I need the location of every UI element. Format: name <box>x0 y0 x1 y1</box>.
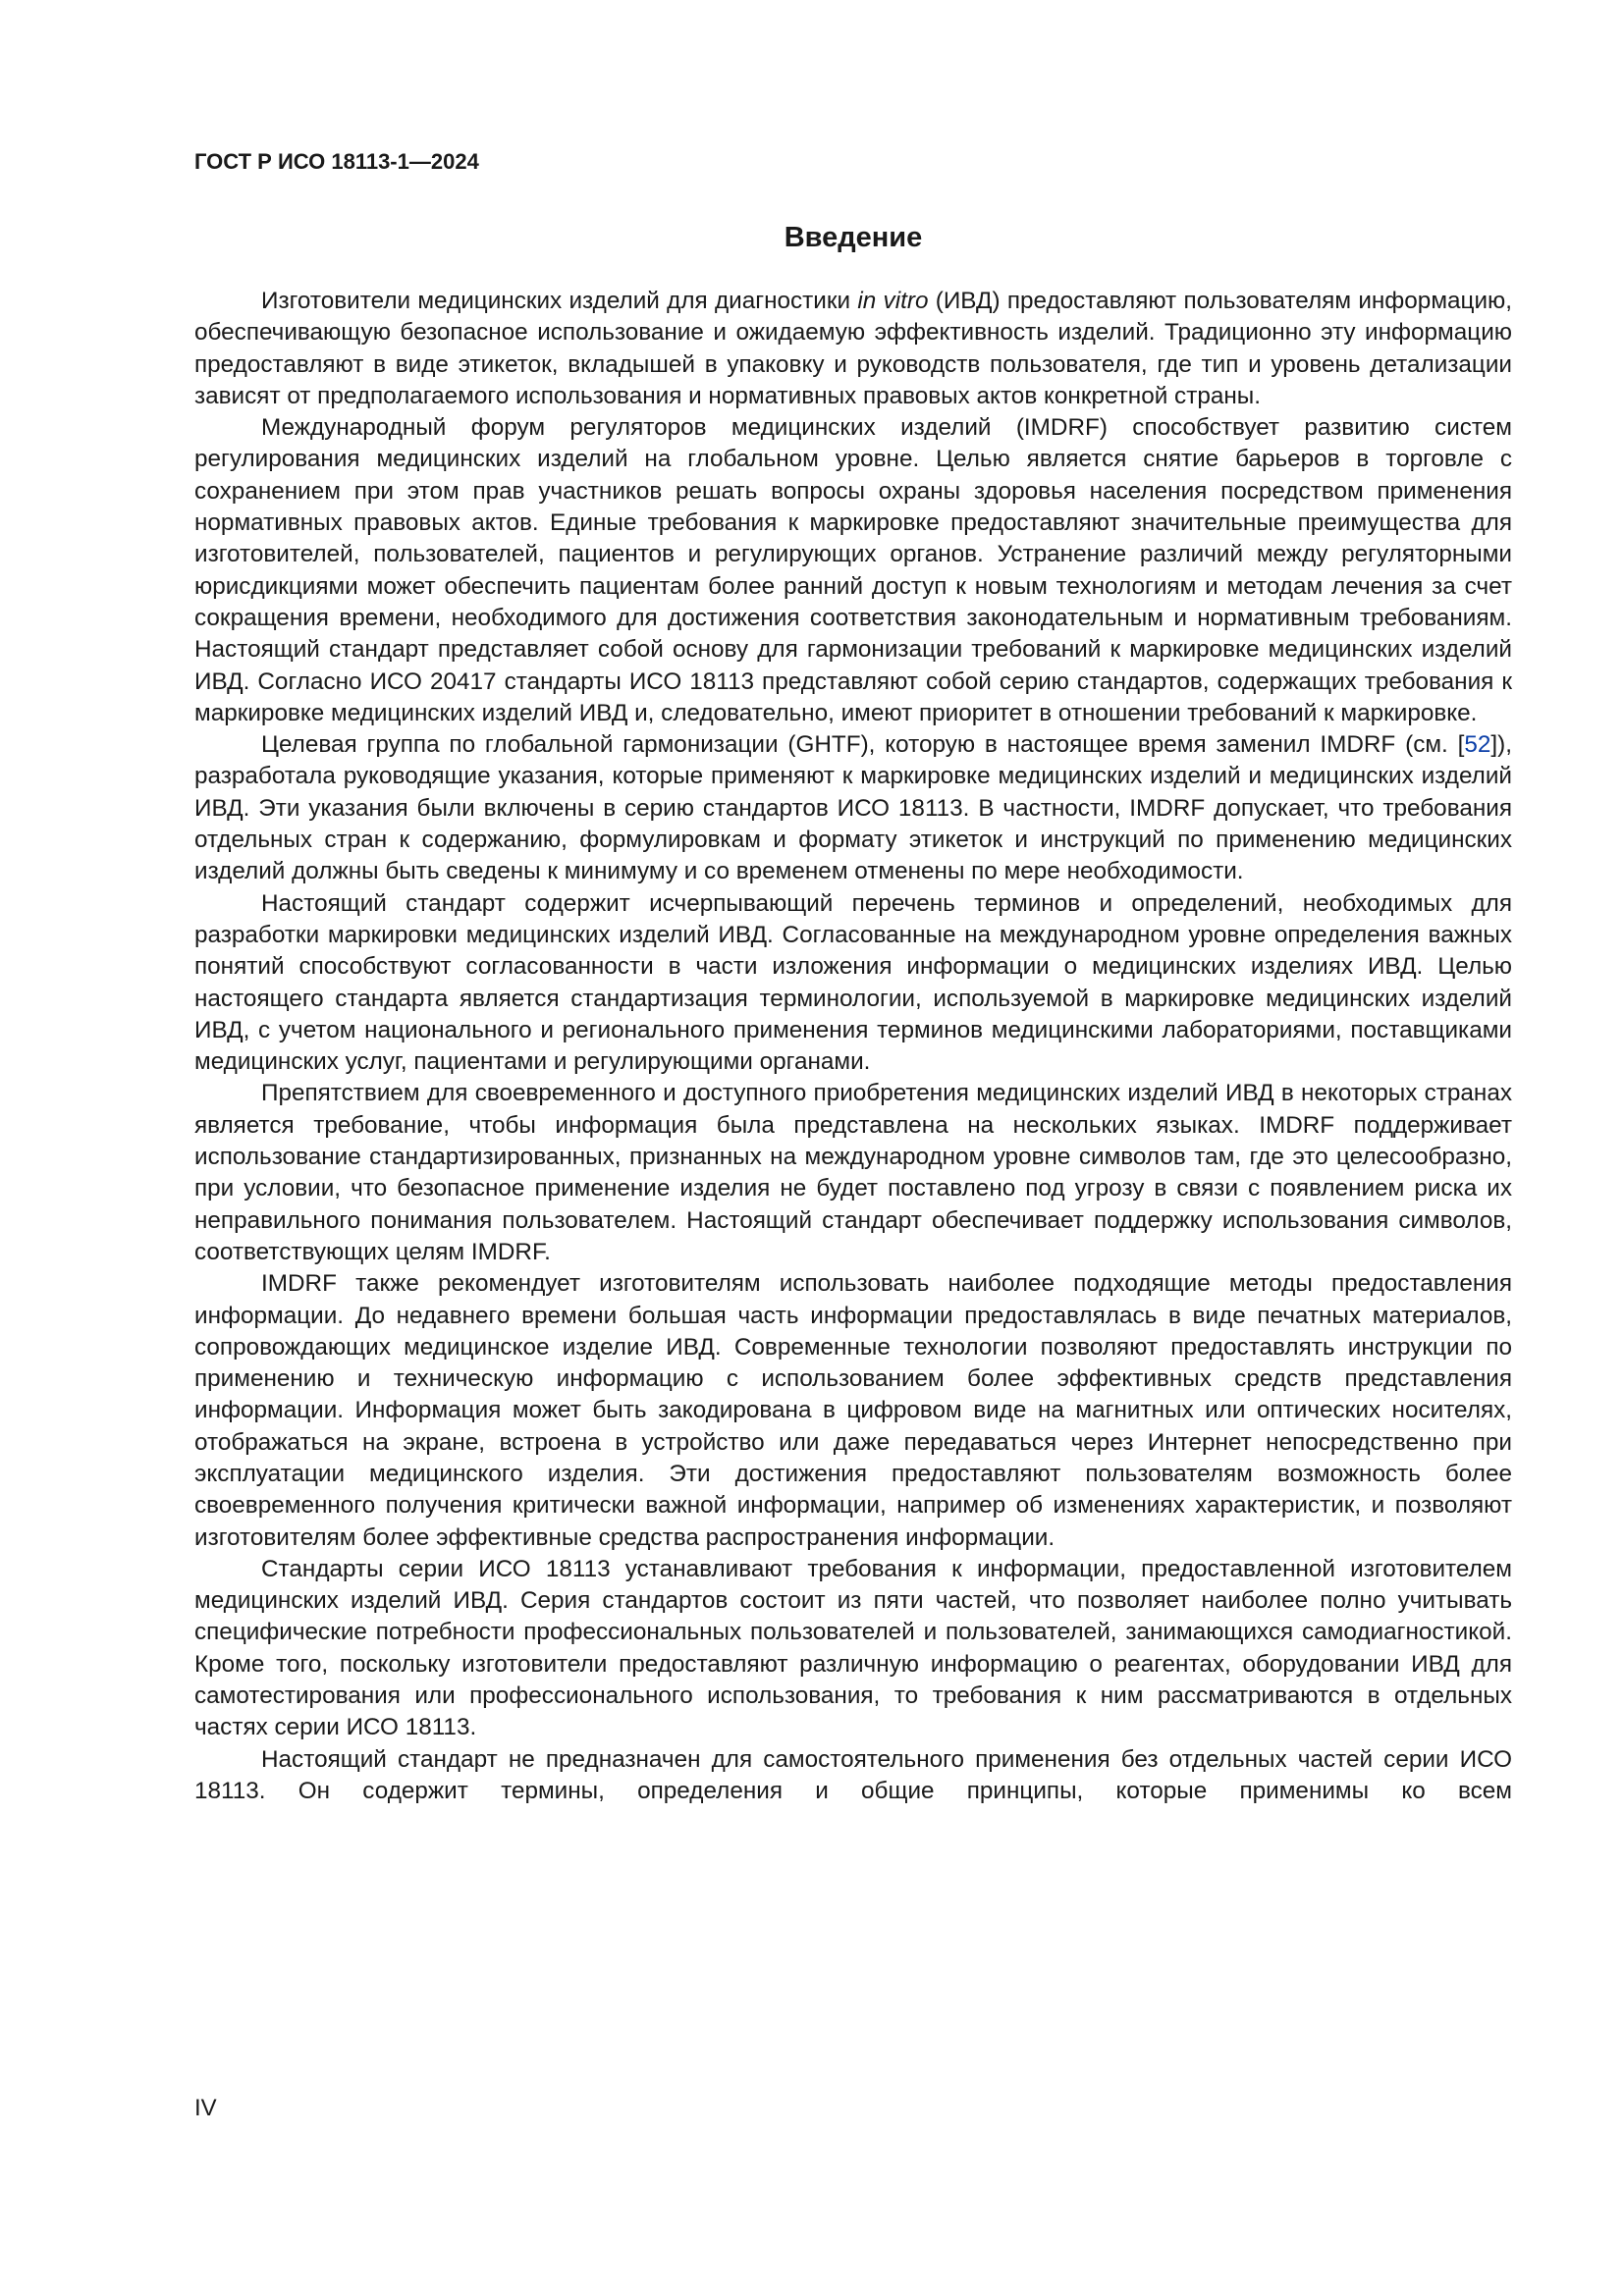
body-text <box>194 286 1512 1807</box>
paragraph-1-part-b: (ИВД) предоставляют пользователям информацию, обеспечивающую безопасное использование и ожидаемую эффективность изделий. Традиционно эту информацию предоставляют в виде этикеток, вкладышей в упаковку и руководств пользователя, где тип и уровень детализации зависят от предполагаемого использования и нормативных правовых актов конкретной страны. <box>194 288 1512 409</box>
paragraph-6: IMDRF также рекомендует изготовителям использовать наиболее подходящие методы предоставления информации. До недавнего времени большая часть информации предоставлялась в виде печатных материалов, сопровождающих медицинское изделие ИВД. Современные технологии позволяют предоставлять инструкции по применению и техническую информацию с использованием более эффективных средств представления информации. Информация может быть закодирована в цифровом виде на магнитных или оптических носителях, отображаться на экране, встроена в устройство или даже передаваться через Интернет непосредственно при эксплуатации медицинского изделия. Эти достижения предоставляют пользователям возможность более своевременного получения критически важной информации, например об изменениях характеристик, и позволяют изготовителям более эффективные средства распространения информации. <box>194 1270 1512 1551</box>
paragraph-7: Стандарты серии ИСО 18113 устанавливают требования к информации, предоставленной изготовителем медицинских изделий ИВД. Серия стандартов состоит из пяти частей, что позволяет наиболее полно учитывать специфические потребности профессиональных пользователей и пользователей, занимающихся самодиагностикой. Кроме того, поскольку изготовители предоставляют различную информацию о реагентах, оборудовании ИВД для самотестирования или профессионального использования, то требования к ним рассматриваются в отдельных частях серии ИСО 18113. <box>194 1555 1512 1741</box>
paragraph-1-part-a: Изготовители медицинских изделий для диагностики <box>261 288 858 314</box>
paragraph-1-italic: in vitro <box>857 288 929 314</box>
paragraph-4: Настоящий стандарт содержит исчерпывающий перечень терминов и определений, необходимых для разработки маркировки медицинских изделий ИВД. Согласованные на международном уровне определения важных понятий способствуют согласованности в части изложения информации о медицинских изделиях ИВД. Целью настоящего стандарта является стандартизация терминологии, используемой в маркировке медицинских изделий ИВД, с учетом национального и регионального применения терминов медицинскими лабораториями, поставщиками медицинских услуг, пациентами и регулирующими органами. <box>194 889 1512 1076</box>
paragraph-1 <box>194 286 1512 412</box>
paragraph-3-part-b: ]), разработала руководящие указания, которые применяют к маркировке медицинских изделий и медицинских изделий ИВД. Эти указания были включены в серию стандартов ИСО 18113. В частности, IMDRF допускает, что требования отдельных стран к содержанию, формулировкам и формату этикеток и инструкций по применению медицинских изделий должны быть сведены к минимуму и со временем отменены по мере необходимости. <box>194 731 1512 885</box>
page-number: IV <box>194 2095 217 2121</box>
paragraph-8: Настоящий стандарт не предназначен для самостоятельного применения без отдельных частей серии ИСО 18113. Он содержит термины, определения и общие принципы, которые применимы ко всем <box>194 1745 1512 1804</box>
section-title: Введение <box>784 222 923 253</box>
paragraph-3-part-a: Целевая группа по глобальной гармонизации (GHTF), которую в настоящее время заменил IMDRF (см. [ <box>261 731 1465 759</box>
paragraph-2: Международный форум регуляторов медицинских изделий (IMDRF) способствует развитию систем регулирования медицинских изделий на глобальном уровне. Целью является снятие барьеров в торговле с сохранением при этом прав участников решать вопросы охраны здоровья населения посредством применения нормативных правовых актов. Единые требования к маркировке предоставляют значительные преимущества для изготовителей, пользователей, пациентов и регулирующих органов. Устранение различий между регуляторными юрисдикциями может обеспечить пациентам более ранний доступ к новым технологиям и методам лечения за счет сокращения времени, необходимого для достижения соответствия законодательным и нормативным требованиям. Настоящий стандарт представляет собой основу для гармонизации требований к маркировке медицинских изделий ИВД. Согласно ИСО 20417 стандарты ИСО 18113 представляют собой серию стандартов, содержащих требования к маркировке медицинских изделий ИВД и, следовательно, имеют приоритет в отношении требований к маркировке. <box>194 414 1512 726</box>
document-code: ГОСТ Р ИСО 18113-1—2024 <box>194 149 479 174</box>
paragraph-3 <box>194 729 1512 887</box>
paragraph-5: Препятствием для своевременного и доступного приобретения медицинских изделий ИВД в некоторых странах является требование, чтобы информация была представлена на нескольких языках. IMDRF поддерживает использование стандартизированных, признанных на международном уровне символов там, где это целесообразно, при условии, что безопасное применение изделия не будет поставлено под угрозу в связи с появлением риска их неправильного понимания пользователем. Настоящий стандарт обеспечивает поддержку использования символов, соответствующих целям IMDRF. <box>194 1080 1512 1265</box>
bibliography-reference-link[interactable]: 52 <box>1464 731 1491 759</box>
